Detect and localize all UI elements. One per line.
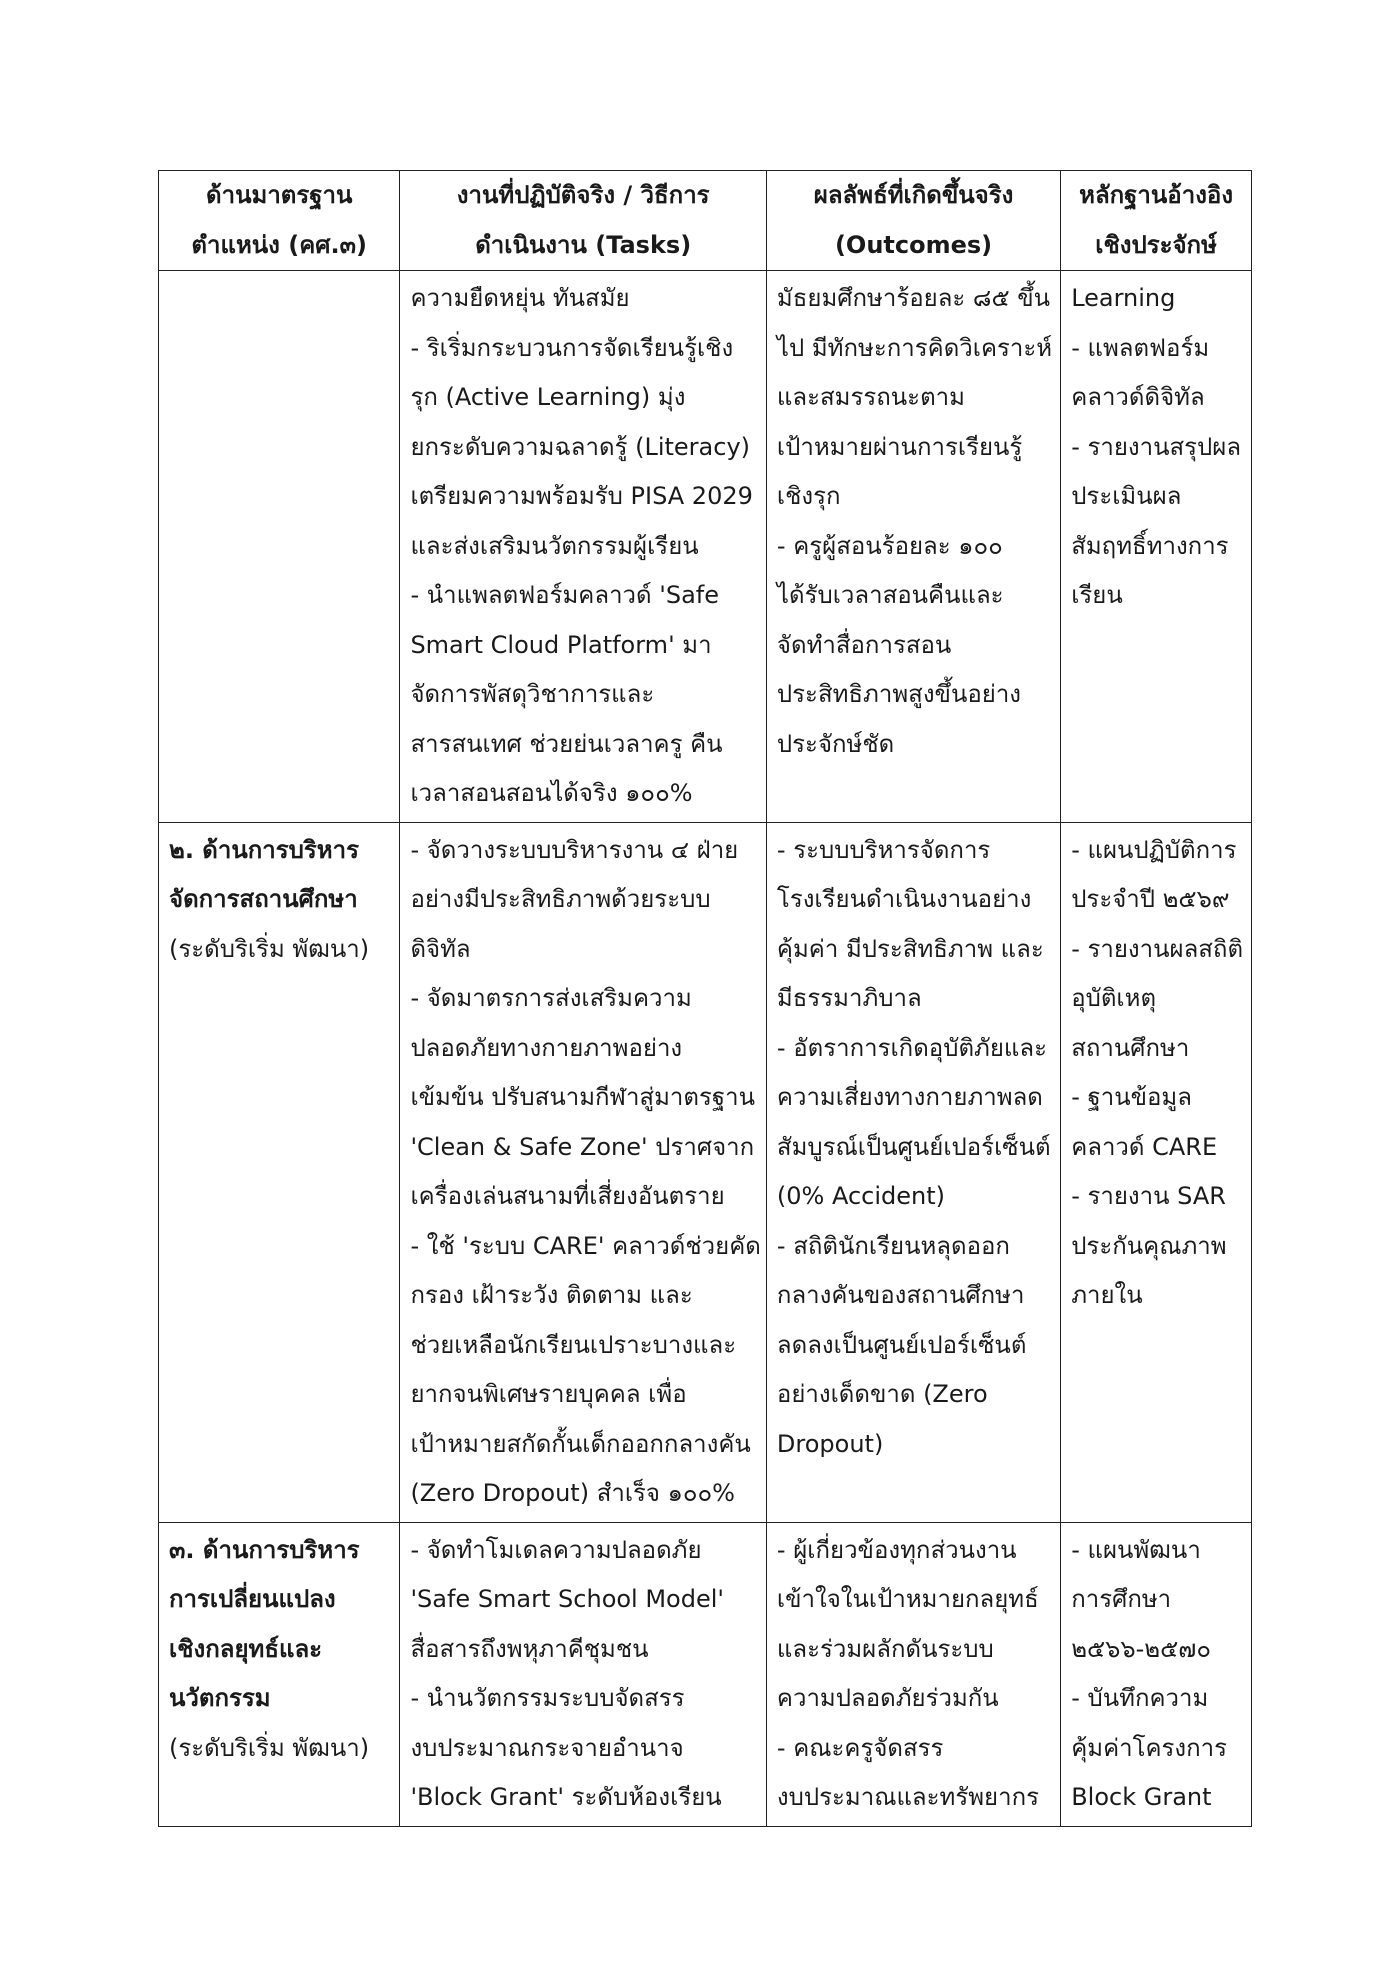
cell-line: 'Clean & Safe Zone' ปราศจาก [410,1132,755,1161]
cell-line: - บันทึกความ [1071,1684,1209,1712]
cell-line: ความยืดหยุ่น ทันสมัย [410,284,630,312]
cell-line: - ริเริ่มกระบวนการจัดเรียนรู้เชิง [410,333,734,362]
cell-line: (Zero Dropout) สำเร็จ ๑๐๐% [410,1479,735,1507]
table-row [159,822,1252,1522]
standards-table [158,170,1252,1827]
cell-line: ปลอดภัยทางกายภาพอย่าง [410,1033,683,1062]
cell-line: ยากจนพิเศษรายบุคคล เพื่อ [410,1380,687,1408]
cell-line: - สถิตินักเรียนหลุดออก [776,1231,1010,1260]
cell-line: และร่วมผลักดันระบบ [776,1634,994,1663]
cell-line: 'Block Grant' ระดับห้องเรียน [410,1783,722,1811]
cell-line: มีธรรมาภิบาล [776,984,922,1012]
header-line: ผลลัพธ์ที่เกิดขึ้นจริง [813,181,1014,209]
header-line: เชิงประจักษ์ [1095,230,1217,259]
cell-line: คุ้มค่า มีประสิทธิภาพ และ [776,934,1044,963]
cell-line: - ใช้ 'ระบบ CARE' คลาวด์ช่วยคัด [410,1231,761,1260]
standard-title-line: เชิงกลยุทธ์และ [169,1634,323,1663]
cell-line: เป้าหมายผ่านการเรียนรู้ [776,432,1023,461]
standard-title-line: ๓. ด้านการบริหาร [169,1535,360,1564]
cell-standard [159,1522,400,1826]
cell-line: โรงเรียนดำเนินงานอย่าง [776,885,1032,913]
cell-evidence [1061,271,1252,823]
standard-level-line: (ระดับริเริ่ม พัฒนา) [169,934,370,963]
cell-line: กลางคันของสถานศึกษา [776,1281,1025,1309]
cell-line: ได้รับเวลาสอนคืนและ [776,581,1004,609]
cell-line: การศึกษา [1071,1585,1172,1613]
cell-line: - ฐานข้อมูล [1071,1083,1192,1111]
cell-evidence [1061,822,1252,1522]
cell-line: - รายงานสรุปผล [1071,432,1242,461]
cell-line: ยกระดับความฉลาดรู้ (Literacy) [410,432,751,461]
cell-line: ประเมินผล [1071,482,1182,510]
cell-line: - ครูผู้สอนร้อยละ ๑๐๐ [776,531,1003,560]
header-line: ดำเนินงาน (Tasks) [475,230,692,259]
header-standard [159,171,400,271]
cell-line: - ระบบบริหารจัดการ [776,835,991,864]
header-line: งานที่ปฏิบัติจริง / วิธีการ [456,181,710,209]
cell-line: ประกันคุณภาพ [1071,1231,1227,1260]
cell-line: สัมบูรณ์เป็นศูนย์เปอร์เซ็นต์ [776,1132,1051,1161]
cell-line: - จัดทำโมเดลความปลอดภัย [410,1535,702,1564]
cell-line: ลดลงเป็นศูนย์เปอร์เซ็นต์ [776,1330,1027,1359]
table-row [159,1522,1252,1826]
cell-tasks [400,1522,766,1826]
cell-line: Block Grant [1071,1783,1212,1811]
cell-line: (0% Accident) [776,1182,946,1210]
cell-line: ๒๕๖๖-๒๕๗๐ [1071,1634,1211,1663]
table-row [159,271,1252,823]
cell-line: ประสิทธิภาพสูงขึ้นอย่าง [776,680,1022,708]
cell-line: ภายใน [1071,1281,1143,1309]
header-evidence [1061,171,1252,271]
cell-line: Learning [1071,284,1176,312]
cell-line: ประจักษ์ชัด [776,729,895,758]
cell-line: กรอง เฝ้าระวัง ติดตาม และ [410,1281,693,1309]
cell-line: - แพลตฟอร์ม [1071,333,1210,362]
cell-line: เชิงรุก [776,482,841,510]
cell-line: คลาวด์ CARE [1071,1132,1218,1161]
cell-line: เรียน [1071,581,1123,609]
cell-tasks [400,822,766,1522]
cell-line: ประจำปี ๒๕๖๙ [1071,885,1230,913]
cell-line: สารสนเทศ ช่วยย่นเวลาครู คืน [410,729,723,758]
cell-line: คลาวด์ดิจิทัล [1071,383,1205,411]
cell-line: อุบัติเหตุ [1071,984,1157,1012]
cell-line: - ผู้เกี่ยวข้องทุกส่วนงาน [776,1535,1017,1564]
cell-line: - จัดวางระบบบริหารงาน ๔ ฝ่าย [410,835,739,864]
cell-line: ความปลอดภัยร่วมกัน [776,1684,999,1712]
cell-line: งบประมาณกระจายอำนาจ [410,1733,684,1762]
cell-line: ดิจิทัล [410,934,471,963]
cell-line: - แผนปฏิบัติการ [1071,835,1237,864]
cell-line: - รายงาน SAR [1071,1182,1226,1210]
cell-line: และส่งเสริมนวัตกรรมผู้เรียน [410,531,699,560]
cell-line: อย่างเด็ดขาด (Zero [776,1380,988,1408]
cell-line: และสมรรถนะตาม [776,383,965,411]
cell-line: - รายงานผลสถิติ [1071,934,1244,963]
cell-line: สื่อสารถึงพหุภาคีชุมชน [410,1634,649,1663]
cell-outcomes [766,822,1060,1522]
cell-line: Smart Cloud Platform' มา [410,630,712,659]
cell-line: - อัตราการเกิดอุบัติภัยและ [776,1033,1047,1062]
cell-line: - จัดมาตรการส่งเสริมความ [410,984,692,1012]
standard-title-line: ๒. ด้านการบริหาร [169,835,359,864]
cell-line: เตรียมความพร้อมรับ PISA 2029 [410,482,753,510]
cell-line: - นำแพลตฟอร์มคลาวด์ 'Safe [410,581,719,609]
cell-outcomes [766,1522,1060,1826]
cell-line: - คณะครูจัดสรร [776,1733,944,1762]
cell-standard [159,271,400,823]
cell-line: สถานศึกษา [1071,1033,1190,1062]
table-header-row [159,171,1252,271]
cell-line: คุ้มค่าโครงการ [1071,1733,1228,1762]
cell-line: เข้าใจในเป้าหมายกลยุทธ์ [776,1585,1039,1613]
cell-evidence [1061,1522,1252,1826]
header-tasks [400,171,766,271]
cell-line: อย่างมีประสิทธิภาพด้วยระบบ [410,885,711,913]
cell-line: ช่วยเหลือนักเรียนเปราะบางและ [410,1330,737,1359]
cell-line: เข้มข้น ปรับสนามกีฬาสู่มาตรฐาน [410,1083,755,1111]
cell-line: Dropout) [776,1429,884,1458]
cell-line: - นำนวัตกรรมระบบจัดสรร [410,1684,685,1712]
cell-tasks [400,271,766,823]
standard-title-line: จัดการสถานศึกษา [169,885,358,913]
header-line: หลักฐานอ้างอิง [1079,181,1234,209]
cell-line: รุก (Active Learning) มุ่ง [410,383,686,411]
cell-line: งบประมาณและทรัพยากร [776,1783,1040,1811]
standard-level-line: (ระดับริเริ่ม พัฒนา) [169,1733,370,1762]
cell-line: มัธยมศึกษาร้อยละ ๘๕ ขึ้น [776,284,1051,312]
cell-line: สัมฤทธิ์ทางการ [1071,531,1229,560]
standard-title-line: นวัตกรรม [169,1684,271,1712]
header-line: ด้านมาตรฐาน [206,181,353,209]
cell-line: ไป มีทักษะการคิดวิเคราะห์ [776,333,1053,362]
header-line: ตำแหน่ง (คศ.๓) [191,230,368,259]
header-outcomes [766,171,1060,271]
cell-outcomes [766,271,1060,823]
standard-title-line: การเปลี่ยนแปลง [169,1585,336,1613]
cell-line: เวลาสอนสอนได้จริง ๑๐๐% [410,779,693,807]
cell-line: 'Safe Smart School Model' [410,1585,725,1613]
cell-line: จัดทำสื่อการสอน [776,630,952,659]
cell-line: เครื่องเล่นสนามที่เสี่ยงอันตราย [410,1182,725,1210]
header-line: (Outcomes) [834,230,993,259]
cell-line: - แผนพัฒนา [1071,1535,1201,1564]
cell-line: จัดการพัสดุวิชาการและ [410,680,655,708]
cell-standard [159,822,400,1522]
cell-line: เป้าหมายสกัดกั้นเด็กออกกลางคัน [410,1429,751,1458]
cell-line: ความเสี่ยงทางกายภาพลด [776,1083,1043,1111]
